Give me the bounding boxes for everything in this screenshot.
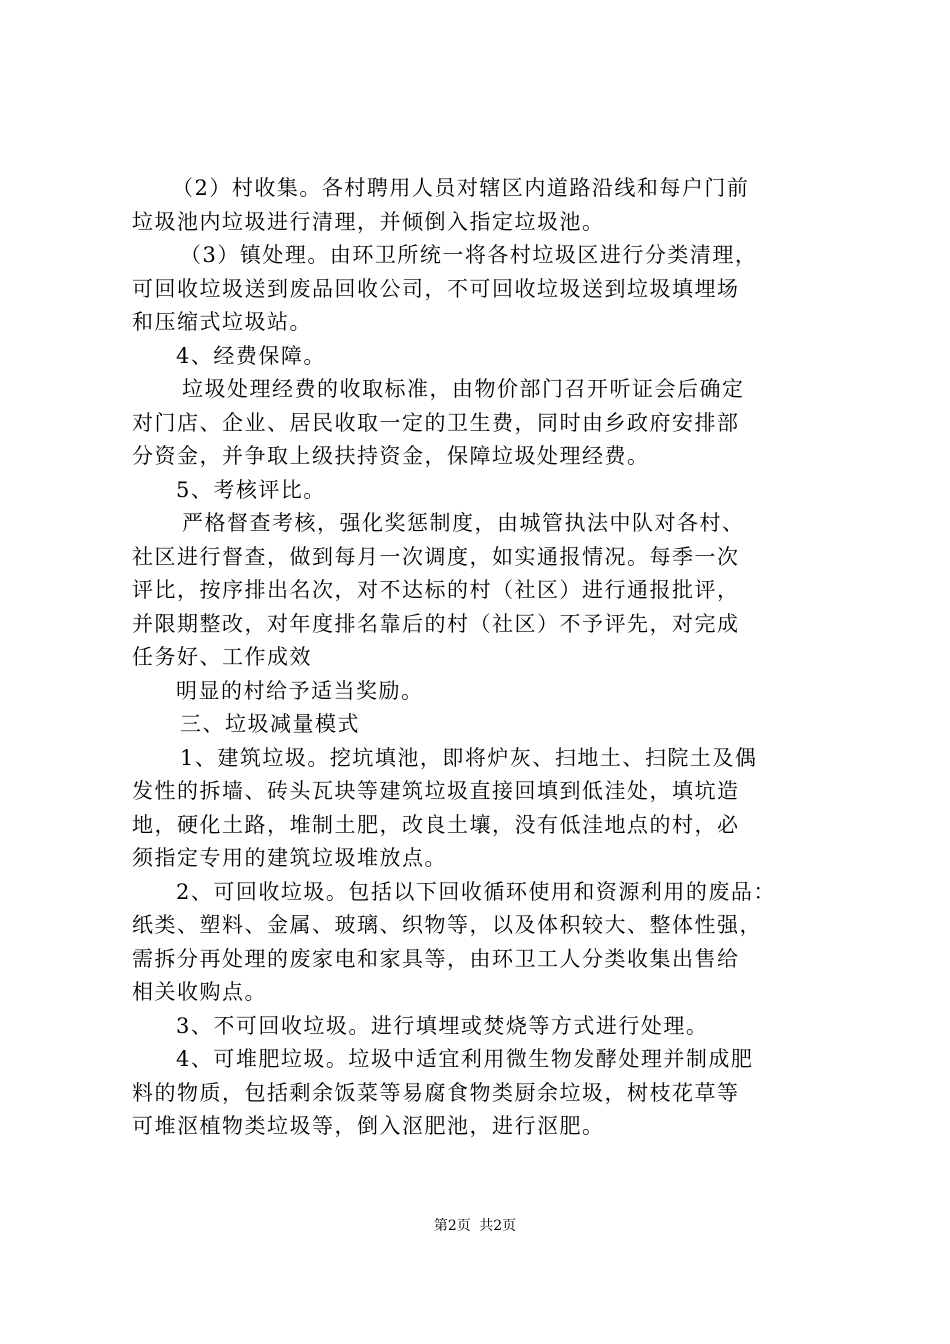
text-line: 可回收垃圾送到废品回收公司，不可回收垃圾送到垃圾填埋场	[132, 276, 740, 301]
text-line: 发性的拆墙、砖头瓦块等建筑垃圾直接回填到低洼处，填坑造	[132, 779, 740, 803]
text-line: 相关收购点。	[132, 980, 267, 1004]
page-total: 共2页	[479, 1218, 517, 1234]
text-line: 4、经费保障。	[176, 343, 326, 368]
text-line: 5、考核评比。	[176, 477, 326, 502]
text-line: 和压缩式垃圾站。	[132, 310, 312, 334]
text-line: 1、建筑垃圾。挖坑填池，即将炉灰、扫地土、扫院土及偶	[180, 745, 758, 770]
text-line: 2、可回收垃圾。包括以下回收循环使用和资源利用的废品：	[176, 879, 776, 904]
text-line: 严格督查考核，强化奖惩制度，由城管执法中队对各村、	[182, 511, 745, 535]
text-line: （3）镇处理。由环卫所统一将各村垃圾区进行分类清理，	[180, 243, 758, 267]
text-line: 须指定专用的建筑垃圾堆放点。	[132, 846, 447, 870]
text-line: 对门店、企业、居民收取一定的卫生费，同时由乡政府安排部	[132, 410, 740, 435]
page-number: 第2页	[433, 1218, 471, 1234]
text-line: 任务好、工作成效	[132, 645, 312, 669]
text-line: 并限期整改，对年度排名靠后的村（社区）不予评先，对完成	[132, 611, 740, 636]
text-line: 明显的村给予适当奖励。	[176, 678, 424, 703]
text-line: （2）村收集。各村聘用人员对辖区内道路沿线和每户门前	[172, 176, 750, 200]
text-line: 垃圾池内垃圾进行清理，并倾倒入指定垃圾池。	[132, 209, 605, 234]
text-line: 需拆分再处理的废家电和家具等，由环卫工人分类收集出售给	[132, 946, 740, 971]
text-line: 评比，按序排出名次，对不达标的村（社区）进行通报批评，	[132, 578, 740, 602]
text-line: 地，硬化土路，堆制土肥，改良土壤，没有低洼地点的村，必	[132, 812, 740, 837]
text-line: 料的物质，包括剩余饭菜等易腐食物类厨余垃圾，树枝花草等	[132, 1080, 740, 1105]
text-line: 三、垃圾减量模式	[180, 712, 360, 736]
text-line: 分资金，并争取上级扶持资金，保障垃圾处理经费。	[132, 444, 650, 468]
text-line: 社区进行督查，做到每月一次调度，如实通报情况。每季一次	[132, 544, 740, 569]
page-footer	[0, 1216, 950, 1236]
text-line: 3、不可回收垃圾。进行填埋或焚烧等方式进行处理。	[176, 1013, 709, 1038]
text-line: 4、可堆肥垃圾。垃圾中适宜利用微生物发酵处理并制成肥	[176, 1047, 754, 1071]
text-line: 可堆沤植物类垃圾等，倒入沤肥池，进行沤肥。	[132, 1114, 605, 1138]
document-body	[132, 172, 832, 1144]
text-line: 垃圾处理经费的收取标准，由物价部门召开听证会后确定	[182, 377, 745, 401]
text-line: 纸类、塑料、金属、玻璃、织物等，以及体积较大、整体性强，	[132, 913, 762, 937]
